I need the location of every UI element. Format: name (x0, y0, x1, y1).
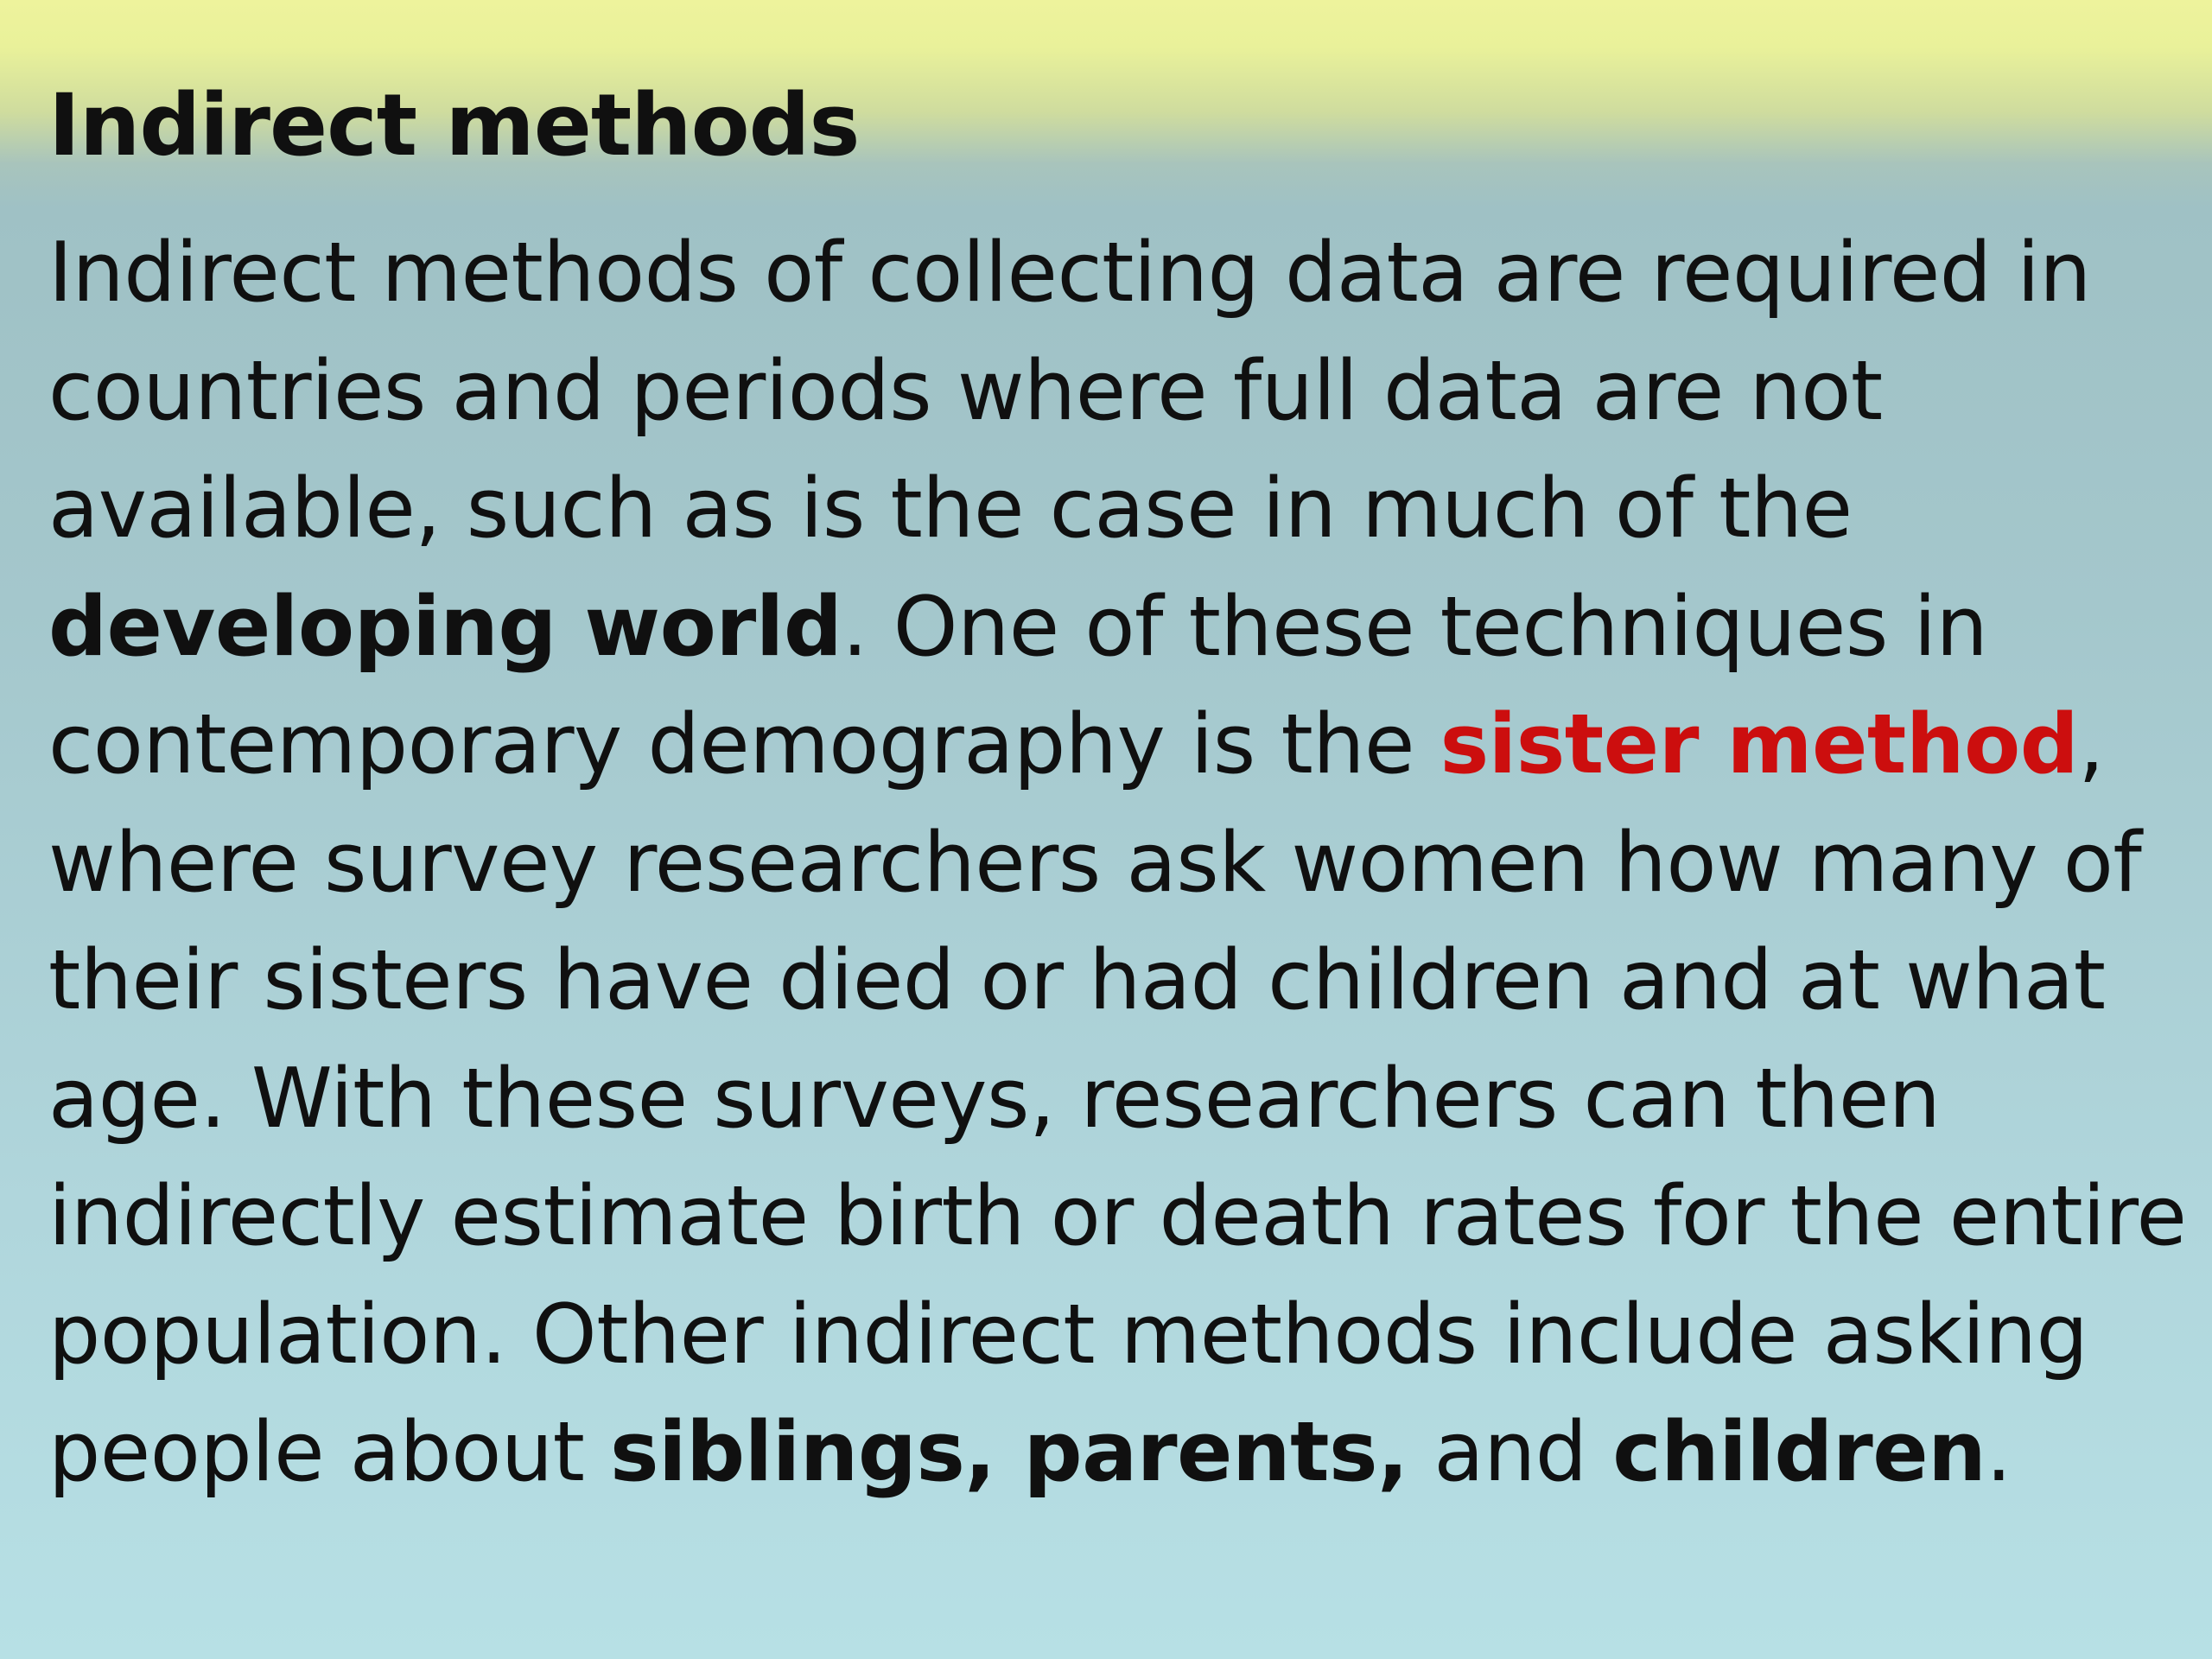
bold-term-siblings-parents: siblings, parents, (610, 1405, 1408, 1500)
text-run: their sisters have died or had children and at what (48, 933, 2106, 1028)
text-run: , (2078, 697, 2104, 792)
slide-body-text (48, 214, 2186, 1512)
highlight-term-sister-method: sister method (1440, 697, 2079, 792)
body-line (48, 1040, 2186, 1159)
text-run: countries and periods where full data are not (48, 343, 1883, 439)
slide-title: Indirect methods (48, 76, 860, 175)
body-line (48, 1158, 2186, 1276)
bold-term-developing-world: developing world (48, 579, 842, 675)
text-run: available, such as is the case in much of the (48, 461, 1853, 556)
text-run: indirectly estimate birth or death rates for the entire (48, 1169, 2187, 1264)
text-run: age. With these surveys, researchers can then (48, 1051, 1941, 1147)
text-run: . (1986, 1405, 2012, 1500)
bold-term-children: children (1612, 1405, 1986, 1500)
text-run: Indirect methods of collecting data are required in (48, 226, 2091, 321)
text-run: . One of these techniques in (842, 579, 1988, 675)
body-line (48, 922, 2186, 1040)
body-line (48, 450, 2186, 569)
body-line (48, 569, 2186, 687)
text-run: people about (48, 1405, 611, 1500)
body-line (48, 333, 2186, 451)
body-line (48, 804, 2186, 923)
body-line (48, 686, 2186, 804)
text-run: population. Other indirect methods include asking (48, 1287, 2088, 1382)
text-run: contemporary demography is the (48, 697, 1440, 792)
body-line (48, 1276, 2186, 1395)
body-line (48, 1394, 2186, 1512)
body-line (48, 214, 2186, 333)
text-run: where survey researchers ask women how many of (48, 815, 2142, 911)
text-run: and (1408, 1405, 1613, 1500)
